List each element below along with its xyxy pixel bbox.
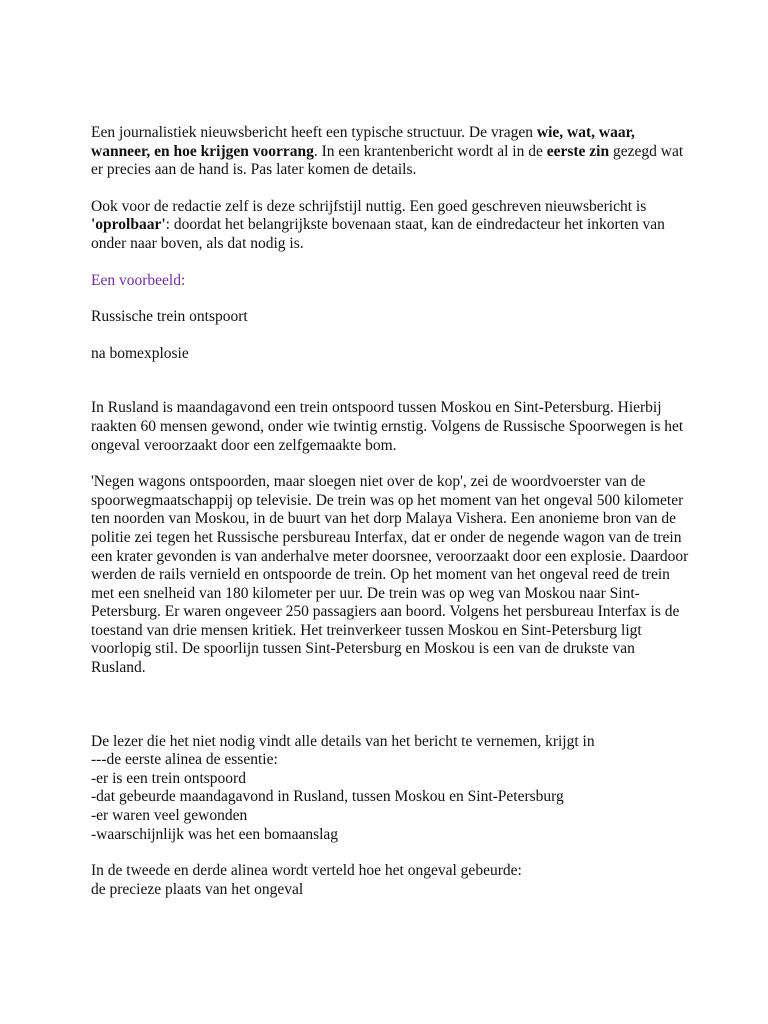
- intro-text: Een journalistiek nieuwsbericht heeft een typische structuur. De vragen: [91, 124, 537, 141]
- example-headline-2: na bomexplosie: [91, 344, 189, 362]
- intro-text: . In een krantenbericht wordt al in de: [313, 142, 547, 160]
- intro-bold-first-sentence: eerste zin: [546, 142, 610, 160]
- example-paragraph-1: In Rusland is maandagavond een trein ontspoord tussen Moskou en Sint-Petersburg. Hierbij raakten 60 mensen gewond, onder wie twintig ernstig. Volgens de Russische Spoorwegen is het ongeval veroorzaakt door een zelfgemaakte bom.: [91, 399, 684, 454]
- intro-bold-questions: wie, wat, waar, wanneer, en hoe krijgen voorrang: [91, 124, 635, 160]
- example-paragraph-2: 'Negen wagons ontspoorden, maar sloegen niet over de kop', zei de woordvoerster van de spoorwegmaatschappij op televisie. De trein was op het moment van het ongeval 500 kilometer ten noorden van Moskou, in de buurt van het dorp Malaya Vishera. Een anonieme bron van de politie zei tegen het Russische persbureau Interfax, dat er onder de negende wagon van de trein een krater gevonden is van anderhalve meter doorsnee, veroorzaakt door een explosie. Daardoor werden de rails vernield en ontspoorde de trein. Op het moment van het ongeval reed de trein met een snelheid van 180 kilometer per uur. De trein was op weg van Moskou naar Sint-Petersburg. Er waren ongeveer 250 passagiers aan boord. Volgens het persbureau Interfax is de toestand van drie mensen kritiek. Het treinverkeer tussen Moskou en Sint-Petersburg ligt voorlopig stil. De spoorlijn tussen Sint-Petersburg en Moskou is een van de drukste van Rusland.: [91, 473, 689, 677]
- intro-text: Ook voor de redactie zelf is deze schrijfstijl nuttig. Een goed geschreven nieuwsbericht is: [91, 197, 647, 215]
- analysis-list-item: -er is een trein ontspoord: [91, 769, 246, 787]
- analysis-block: [91, 733, 691, 845]
- intro-text: : doordat het belangrijkste bovenaan staat, kan de eindredacteur het inkorten van onder naar boven, als dat nodig is.: [91, 216, 665, 252]
- intro-paragraph-2: [91, 198, 691, 254]
- intro-bold-rollable: 'oprolbaar': [91, 216, 166, 234]
- example-label: Een voorbeeld:: [91, 271, 186, 289]
- analysis-line: ---de eerste alinea de essentie:: [91, 751, 278, 769]
- analysis-line: De lezer die het niet nodig vindt alle details van het bericht te vernemen, krijgt in: [91, 732, 595, 750]
- document-page: [91, 124, 691, 899]
- analysis-list-item: -waarschijnlijk was het een bomaanslag: [91, 825, 339, 843]
- intro-paragraph-1: [91, 124, 691, 180]
- analysis-list-item: -er waren veel gewonden: [91, 807, 248, 825]
- analysis-line: In de tweede en derde alinea wordt verteld hoe het ongeval gebeurde:: [91, 862, 522, 880]
- analysis-line: de precieze plaats van het ongeval: [91, 880, 304, 898]
- analysis-list-item: -dat gebeurde maandagavond in Rusland, tussen Moskou en Sint-Petersburg: [91, 788, 564, 806]
- intro-text: gezegd wat er precies aan de hand is. Pas later komen de details.: [91, 142, 684, 179]
- example-headline-1: Russische trein ontspoort: [91, 308, 248, 326]
- analysis-block-2: [91, 862, 691, 899]
